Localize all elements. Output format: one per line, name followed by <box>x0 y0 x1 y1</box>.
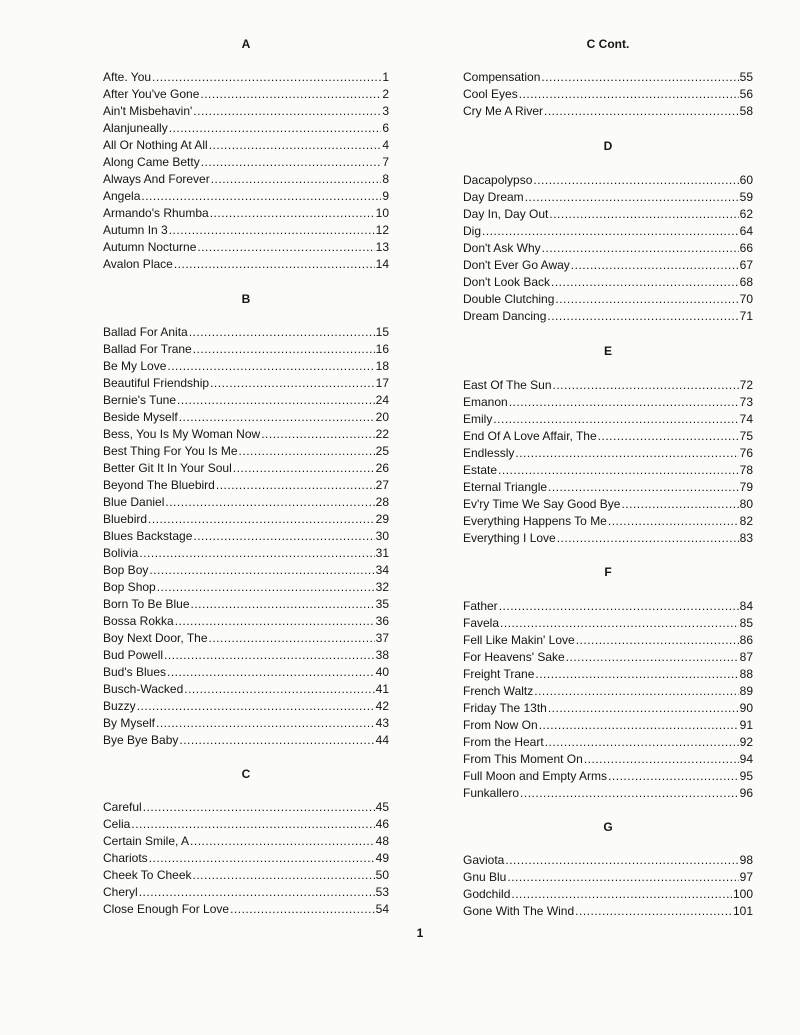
index-entry: From the Heart ..... 92 <box>463 734 753 750</box>
index-entry: Close Enough For Love ..... 54 <box>103 901 389 917</box>
index-entry: Armando's Rhumba ..... 10 <box>103 205 389 221</box>
index-entry: Buzzy ..... 42 <box>103 698 389 714</box>
section-heading: G <box>603 820 613 834</box>
index-entry: Bess, You Is My Woman Now ..... 22 <box>103 426 389 442</box>
index-entry: Compensation ..... 55 <box>463 69 753 85</box>
index-entry: Ballad For Anita ..... 15 <box>103 324 389 340</box>
index-entry: Godchild ..... 100 <box>463 886 753 902</box>
index-entry: Bud's Blues ..... 40 <box>103 664 389 680</box>
index-entry: Bye Bye Baby ..... 44 <box>103 732 389 748</box>
index-entry: Don't Ever Go Away ..... 67 <box>463 257 753 273</box>
index-entry: Day Dream ..... 59 <box>463 189 753 205</box>
index-entry: Don't Look Back ..... 68 <box>463 274 753 290</box>
index-entry: Bud Powell ..... 38 <box>103 647 389 663</box>
index-entry: Ain't Misbehavin' ..... 3 <box>103 103 389 119</box>
index-entry: Favela ..... 85 <box>463 615 753 631</box>
section-heading: E <box>603 344 612 358</box>
index-entry: Double Clutching ..... 70 <box>463 291 753 307</box>
index-entry: Cool Eyes ..... 56 <box>463 86 753 102</box>
index-entry: Dig ..... 64 <box>463 223 753 239</box>
index-entry: Dacapolypso ..... 60 <box>463 172 753 188</box>
index-entry: Endlessly ..... 76 <box>463 445 753 461</box>
index-entry: Cheryl ..... 53 <box>103 884 389 900</box>
index-entry: Busch-Wacked ..... 41 <box>103 681 389 697</box>
index-entry: French Waltz ..... 89 <box>463 683 753 699</box>
index-entry: Bop Shop ..... 32 <box>103 579 389 595</box>
index-entry: Friday The 13th ..... 90 <box>463 700 753 716</box>
page-number: 1 <box>416 926 424 940</box>
section-heading: B <box>241 292 251 306</box>
index-entry: Boy Next Door, The ..... 37 <box>103 630 389 646</box>
index-entry: Avalon Place ..... 14 <box>103 256 389 272</box>
index-entry: Bop Boy ..... 34 <box>103 562 389 578</box>
section-heading: C Cont. <box>586 37 630 51</box>
index-entry: Bossa Rokka ..... 36 <box>103 613 389 629</box>
index-entry: Day In, Day Out ..... 62 <box>463 206 753 222</box>
index-entry: Father ..... 84 <box>463 598 753 614</box>
section-heading: D <box>603 139 613 153</box>
index-entry: Celia ..... 46 <box>103 816 389 832</box>
index-entry: Bluebird ..... 29 <box>103 511 389 527</box>
index-entry: Don't Ask Why ..... 66 <box>463 240 753 256</box>
index-entry: Ev'ry Time We Say Good Bye ..... 80 <box>463 496 753 512</box>
index-entry: Blue Daniel ..... 28 <box>103 494 389 510</box>
index-entry: By Myself ..... 43 <box>103 715 389 731</box>
index-entry: After You've Gone ..... 2 <box>103 86 389 102</box>
index-entry: Gone With The Wind ..... 101 <box>463 903 753 919</box>
index-entry: Angela ..... 9 <box>103 188 389 204</box>
index-entry: Afte. You ..... 1 <box>103 69 389 85</box>
index-entry: Beautiful Friendship ..... 17 <box>103 375 389 391</box>
index-entry: Be My Love ..... 18 <box>103 358 389 374</box>
index-entry: Everything Happens To Me ..... 82 <box>463 513 753 529</box>
index-entry: Beyond The Bluebird ..... 27 <box>103 477 389 493</box>
index-entry: Fell Like Makin' Love ..... 86 <box>463 632 753 648</box>
index-entry: Eternal Triangle ..... 79 <box>463 479 753 495</box>
index-entry: Bolivia ..... 31 <box>103 545 389 561</box>
index-entry: Chariots ..... 49 <box>103 850 389 866</box>
index-entry: Dream Dancing ..... 71 <box>463 308 753 324</box>
index-entry: From This Moment On ..... 94 <box>463 751 753 767</box>
index-entry: For Heavens' Sake ..... 87 <box>463 649 753 665</box>
index-entry: Everything I Love ..... 83 <box>463 530 753 546</box>
index-entry: Blues Backstage ..... 30 <box>103 528 389 544</box>
index-entry: Ballad For Trane ..... 16 <box>103 341 389 357</box>
index-entry: From Now On ..... 91 <box>463 717 753 733</box>
index-entry: Emily ..... 74 <box>463 411 753 427</box>
index-entry: End Of A Love Affair, The ..... 75 <box>463 428 753 444</box>
index-entry: Autumn In 3 ..... 12 <box>103 222 389 238</box>
section-heading: A <box>241 37 251 51</box>
index-entry: Freight Trane ..... 88 <box>463 666 753 682</box>
index-entry: Cry Me A River ..... 58 <box>463 103 753 119</box>
index-entry: Born To Be Blue ..... 35 <box>103 596 389 612</box>
index-entry: Better Git It In Your Soul ..... 26 <box>103 460 389 476</box>
section-heading: C <box>241 767 251 781</box>
index-entry: Careful ..... 45 <box>103 799 389 815</box>
index-entry: Beside Myself ..... 20 <box>103 409 389 425</box>
index-entry: Along Came Betty ..... 7 <box>103 154 389 170</box>
index-entry: Certain Smile, A ..... 48 <box>103 833 389 849</box>
index-entry: Gaviota ..... 98 <box>463 852 753 868</box>
index-entry: Full Moon and Empty Arms ..... 95 <box>463 768 753 784</box>
index-entry: Gnu Blu ..... 97 <box>463 869 753 885</box>
index-entry: Autumn Nocturne ..... 13 <box>103 239 389 255</box>
index-entry: Bernie's Tune ..... 24 <box>103 392 389 408</box>
index-entry: Cheek To Cheek ..... 50 <box>103 867 389 883</box>
index-entry: Best Thing For You Is Me ..... 25 <box>103 443 389 459</box>
index-entry: Funkallero ..... 96 <box>463 785 753 801</box>
section-heading: F <box>604 565 612 579</box>
index-entry: Estate ..... 78 <box>463 462 753 478</box>
index-entry: Alanjuneally ..... 6 <box>103 120 389 136</box>
index-entry: Always And Forever ..... 8 <box>103 171 389 187</box>
index-entry: All Or Nothing At All ..... 4 <box>103 137 389 153</box>
index-entry: East Of The Sun ..... 72 <box>463 377 753 393</box>
index-entry: Emanon ..... 73 <box>463 394 753 410</box>
